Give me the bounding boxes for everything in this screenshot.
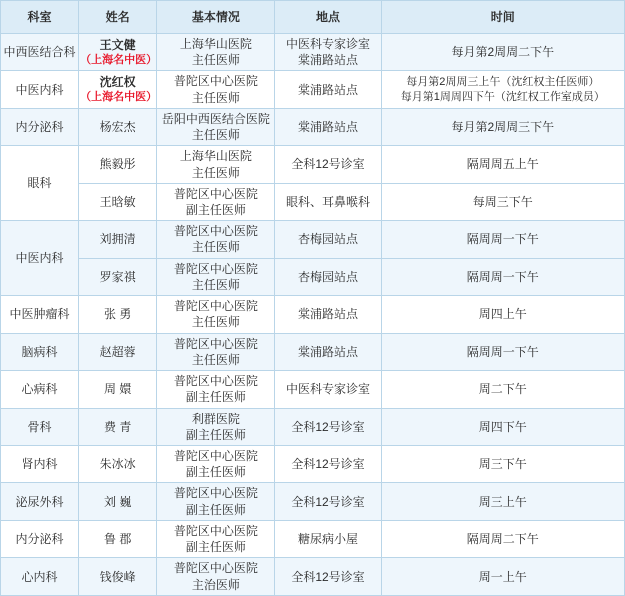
- cell-time-line: 周四上午: [478, 307, 527, 322]
- cell-time-line: 周三下午: [478, 457, 527, 472]
- cell-basic-info: [157, 34, 275, 71]
- cell-department: 泌尿外科: [1, 483, 79, 520]
- doctor-name-text: 赵超蓉: [99, 344, 136, 359]
- cell-basic-info: [157, 296, 275, 333]
- cell-location-line: 全科12号诊室: [291, 494, 365, 509]
- cell-location-line: 棠浦路站点: [298, 344, 359, 359]
- cell-basic-info: [157, 483, 275, 520]
- table-row: [1, 483, 625, 520]
- cell-time: [381, 146, 624, 183]
- cell-location: [275, 445, 381, 482]
- table-row: [1, 296, 625, 333]
- cell-time-line: 周三上午: [478, 494, 527, 509]
- cell-location: [275, 333, 381, 370]
- doctor-name-text: 杨宏杰: [99, 120, 136, 135]
- column-header-basic-info: 基本情况: [157, 1, 275, 34]
- cell-time: [381, 558, 624, 596]
- cell-time: [381, 445, 624, 482]
- cell-basic-info: [157, 520, 275, 557]
- cell-time-line: 周一上午: [478, 569, 527, 584]
- cell-time-line: 每月第2周周三下午: [451, 120, 555, 135]
- cell-department: 眼科: [1, 146, 79, 221]
- doctor-name-text: 钱俊峰: [99, 569, 136, 584]
- column-header-name: 姓名: [79, 1, 157, 34]
- table-row: [1, 221, 625, 258]
- table-row: [1, 558, 625, 596]
- table-row: [1, 258, 625, 295]
- cell-basic-info-line: 普陀区中心医院: [173, 561, 258, 576]
- cell-basic-info: [157, 258, 275, 295]
- cell-location: [275, 71, 381, 108]
- column-header-department: 科室: [1, 1, 79, 34]
- cell-location: [275, 371, 381, 408]
- cell-department: 中医内科: [1, 221, 79, 296]
- cell-time-line: 隔周周一下午: [466, 344, 539, 359]
- cell-department: 骨科: [1, 408, 79, 445]
- doctor-name-text: 费 青: [104, 419, 132, 434]
- cell-time-line: 隔周周五上午: [466, 157, 539, 172]
- cell-basic-info-line: 普陀区中心医院: [173, 224, 258, 239]
- cell-basic-info-line: 普陀区中心医院: [173, 336, 258, 351]
- doctor-name-text: 沈红权: [99, 75, 136, 90]
- doctor-name-text: 周 嬛: [104, 382, 132, 397]
- cell-doctor-name: [79, 408, 157, 445]
- cell-department: 心内科: [1, 558, 79, 596]
- cell-basic-info-line: 普陀区中心医院: [173, 523, 258, 538]
- cell-basic-info-line: 利群医院: [191, 411, 240, 426]
- cell-basic-info-line: 普陀区中心医院: [173, 486, 258, 501]
- cell-time-line: 每月第2周周二下午: [451, 45, 555, 60]
- doctor-name-text: 刘 巍: [104, 494, 132, 509]
- doctor-name-text: 朱冰冰: [99, 457, 136, 472]
- table-row: [1, 445, 625, 482]
- cell-time: [381, 296, 624, 333]
- cell-basic-info-line: 上海华山医院: [179, 37, 252, 52]
- cell-time: [381, 408, 624, 445]
- cell-basic-info-line: 主任医师: [191, 352, 240, 367]
- doctor-name-badge: （上海名中医）: [80, 91, 158, 104]
- cell-basic-info-line: 主任医师: [191, 315, 240, 330]
- cell-time-line: 隔周周二下午: [466, 532, 539, 547]
- cell-location: [275, 520, 381, 557]
- cell-basic-info-line: 主任医师: [191, 240, 240, 255]
- cell-basic-info-line: 主任医师: [191, 128, 240, 143]
- cell-basic-info: [157, 333, 275, 370]
- cell-time: [381, 483, 624, 520]
- cell-time: [381, 520, 624, 557]
- cell-doctor-name: [79, 371, 157, 408]
- cell-basic-info-line: 普陀区中心医院: [173, 74, 258, 89]
- cell-department: 中医肿瘤科: [1, 296, 79, 333]
- cell-location-line: 全科12号诊室: [291, 457, 365, 472]
- table-row: [1, 408, 625, 445]
- cell-location-line: 糖尿病小屋: [298, 532, 359, 547]
- doctor-name-text: 张 勇: [104, 307, 132, 322]
- table-header: [1, 1, 625, 34]
- cell-basic-info: [157, 221, 275, 258]
- cell-doctor-name: [79, 520, 157, 557]
- table-row: [1, 34, 625, 71]
- column-header-location: 地点: [275, 1, 381, 34]
- cell-time: [381, 108, 624, 145]
- cell-basic-info: [157, 445, 275, 482]
- cell-location-line: 眼科、耳鼻喉科: [286, 194, 371, 209]
- cell-department: 内分泌科: [1, 108, 79, 145]
- cell-time: [381, 221, 624, 258]
- cell-department: 内分泌科: [1, 520, 79, 557]
- cell-location: [275, 558, 381, 596]
- cell-doctor-name: [79, 183, 157, 220]
- cell-location-line: 中医科专家诊室: [286, 382, 371, 397]
- cell-location-line: 棠浦路站点: [298, 120, 359, 135]
- cell-time: [381, 333, 624, 370]
- cell-basic-info: [157, 108, 275, 145]
- cell-location: [275, 221, 381, 258]
- cell-basic-info: [157, 183, 275, 220]
- cell-basic-info-line: 主任医师: [191, 53, 240, 68]
- table-row: [1, 183, 625, 220]
- cell-doctor-name: [79, 445, 157, 482]
- cell-location: [275, 296, 381, 333]
- cell-basic-info-line: 主治医师: [191, 577, 240, 592]
- doctor-name-text: 刘拥清: [99, 232, 136, 247]
- cell-location: [275, 483, 381, 520]
- cell-doctor-name: [79, 71, 157, 108]
- cell-doctor-name: [79, 34, 157, 71]
- cell-time: [381, 34, 624, 71]
- cell-basic-info: [157, 371, 275, 408]
- cell-location: [275, 408, 381, 445]
- cell-basic-info-line: 普陀区中心医院: [173, 261, 258, 276]
- cell-basic-info-line: 普陀区中心医院: [173, 186, 258, 201]
- cell-basic-info: [157, 71, 275, 108]
- cell-location: [275, 108, 381, 145]
- table-row: [1, 333, 625, 370]
- cell-doctor-name: [79, 483, 157, 520]
- cell-basic-info: [157, 146, 275, 183]
- cell-doctor-name: [79, 146, 157, 183]
- cell-basic-info-line: 副主任医师: [185, 390, 246, 405]
- cell-department: 脑病科: [1, 333, 79, 370]
- doctor-name-badge: （上海名中医）: [80, 53, 158, 66]
- cell-location-line: 棠浦路站点: [298, 307, 359, 322]
- cell-basic-info-line: 主任医师: [191, 277, 240, 292]
- cell-time-line: 周二下午: [478, 382, 527, 397]
- table-row: [1, 520, 625, 557]
- cell-basic-info: [157, 558, 275, 596]
- cell-basic-info-line: 副主任医师: [185, 427, 246, 442]
- cell-basic-info-line: 普陀区中心医院: [173, 374, 258, 389]
- cell-location: [275, 34, 381, 71]
- cell-location-line: 杏梅园站点: [298, 232, 359, 247]
- cell-doctor-name: [79, 296, 157, 333]
- cell-time: [381, 71, 624, 108]
- cell-basic-info-line: 岳阳中西医结合医院: [161, 111, 270, 126]
- cell-department: 中医内科: [1, 71, 79, 108]
- cell-department: 中西医结合科: [1, 34, 79, 71]
- cell-time-line: 隔周周一下午: [466, 269, 539, 284]
- cell-location-line: 全科12号诊室: [291, 419, 365, 434]
- cell-basic-info-line: 副主任医师: [185, 540, 246, 555]
- cell-time: [381, 183, 624, 220]
- column-header-time: 时间: [381, 1, 624, 34]
- table-row: [1, 146, 625, 183]
- cell-location-line: 全科12号诊室: [291, 569, 365, 584]
- cell-basic-info: [157, 408, 275, 445]
- doctor-name-text: 熊毅彤: [99, 157, 136, 172]
- cell-basic-info-line: 副主任医师: [185, 465, 246, 480]
- table-row: [1, 108, 625, 145]
- cell-basic-info-line: 主任医师: [191, 90, 240, 105]
- cell-time-line: 周四下午: [478, 419, 527, 434]
- cell-location-line: 中医科专家诊室: [286, 37, 371, 52]
- cell-doctor-name: [79, 558, 157, 596]
- cell-basic-info-line: 普陀区中心医院: [173, 449, 258, 464]
- doctor-name-text: 王晗敏: [99, 194, 136, 209]
- cell-basic-info-line: 普陀区中心医院: [173, 299, 258, 314]
- cell-location-line: 棠浦路站点: [298, 82, 359, 97]
- cell-basic-info-line: 主任医师: [191, 165, 240, 180]
- cell-doctor-name: [79, 221, 157, 258]
- cell-time: [381, 258, 624, 295]
- cell-location: [275, 183, 381, 220]
- cell-location-line: 全科12号诊室: [291, 157, 365, 172]
- cell-location-line: 棠浦路站点: [298, 53, 359, 68]
- cell-time-line: 每月第2周周三上午（沈红权主任医师）: [406, 75, 600, 88]
- table-header-row: [1, 1, 625, 34]
- cell-location: [275, 146, 381, 183]
- doctor-name-text: 罗家祺: [99, 269, 136, 284]
- cell-doctor-name: [79, 258, 157, 295]
- cell-time-line: 每周三下午: [472, 194, 533, 209]
- cell-doctor-name: [79, 108, 157, 145]
- cell-time-line: 隔周周一下午: [466, 232, 539, 247]
- table-row: [1, 71, 625, 108]
- cell-location: [275, 258, 381, 295]
- cell-department: 肾内科: [1, 445, 79, 482]
- cell-basic-info-line: 上海华山医院: [179, 149, 252, 164]
- table-body: [1, 34, 625, 596]
- doctor-name-text: 鲁 郡: [104, 532, 132, 547]
- cell-doctor-name: [79, 333, 157, 370]
- cell-department: 心病科: [1, 371, 79, 408]
- cell-basic-info-line: 副主任医师: [185, 502, 246, 517]
- cell-basic-info-line: 副主任医师: [185, 203, 246, 218]
- cell-time-line: 每月第1周周四下午（沈红权工作室成员）: [400, 90, 605, 103]
- cell-time: [381, 371, 624, 408]
- table-row: [1, 371, 625, 408]
- cell-location-line: 杏梅园站点: [298, 269, 359, 284]
- doctor-name-text: 王文健: [99, 37, 136, 52]
